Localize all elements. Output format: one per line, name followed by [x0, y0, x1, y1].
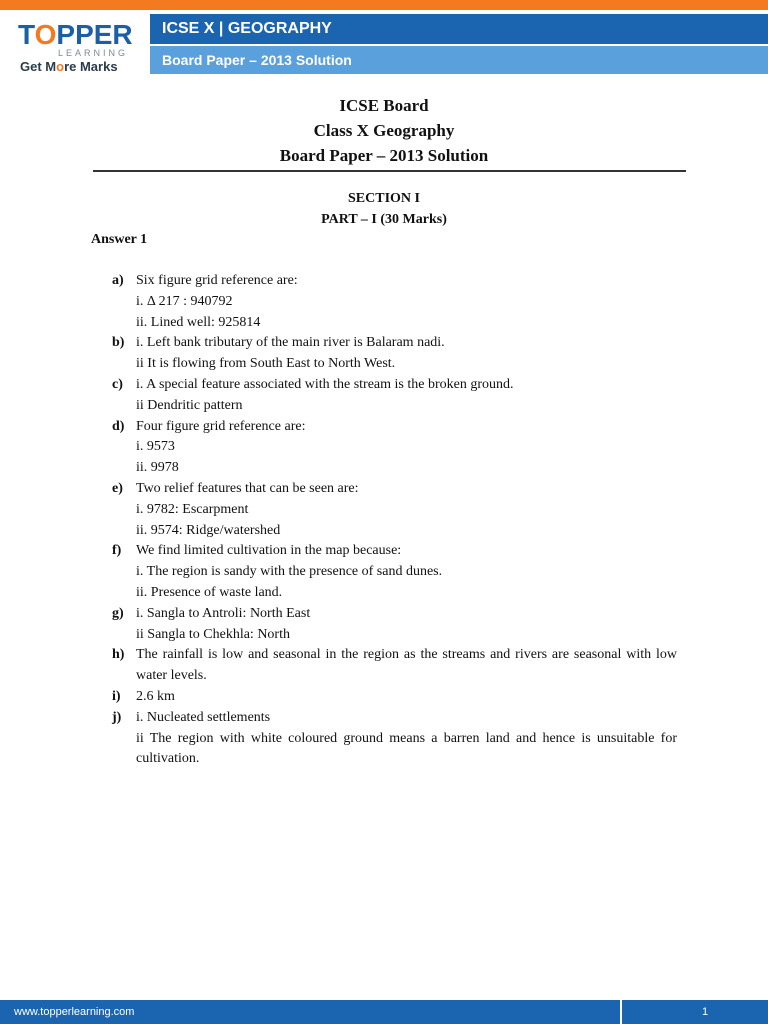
item-label: c): [112, 376, 123, 392]
item-line: i. The region is sandy with the presence of sand dunes.: [136, 564, 443, 580]
doc-title-board: ICSE Board: [339, 96, 429, 115]
logo-subtitle: LEARNING: [58, 48, 129, 58]
item-label: h): [112, 647, 125, 663]
item-line: ii The region with white coloured ground means a barren land and hence is unsuitable for cultivation.: [136, 730, 677, 767]
item-line: ii Sangla to Chekhla: North: [136, 626, 290, 642]
list-item: [112, 687, 677, 708]
logo-wordmark: TOPPER: [18, 19, 133, 50]
doc-title-class: Class X Geography: [313, 121, 455, 140]
list-item: [112, 271, 677, 333]
section-heading: SECTION I: [348, 191, 420, 206]
list-item: [112, 333, 677, 375]
answer-list: [112, 271, 677, 770]
item-line: i. 9782: Escarpment: [136, 501, 249, 517]
item-label: a): [112, 273, 124, 288]
item-line: ii. Presence of waste land.: [136, 584, 283, 600]
item-line: i. 9573: [136, 439, 175, 455]
item-label: j): [112, 709, 122, 725]
item-label: b): [112, 335, 125, 351]
item-label: i): [112, 688, 121, 704]
item-label: d): [112, 418, 125, 434]
item-line: i. Δ 217 : 940792: [136, 293, 233, 309]
list-item: [112, 479, 677, 541]
item-line: Four figure grid reference are:: [136, 418, 306, 434]
item-line: Two relief features that can be seen are:: [136, 480, 359, 496]
item-line: ii. 9574: Ridge/watershed: [136, 522, 281, 538]
topper-logo[interactable]: [18, 19, 133, 76]
list-item: [112, 541, 677, 603]
item-line: Six figure grid reference are:: [136, 273, 298, 288]
list-item: [112, 417, 677, 479]
item-line: ii. Lined well: 925814: [136, 314, 261, 330]
item-line: We find limited cultivation in the map because:: [136, 543, 402, 559]
item-line: i. A special feature associated with the stream is the broken ground.: [136, 376, 514, 392]
footer-bar: [0, 1000, 768, 1024]
list-item: [112, 375, 677, 417]
item-line: The rainfall is low and seasonal in the region as the streams and rivers are seasonal with low water levels.: [136, 647, 677, 684]
list-item: [112, 604, 677, 646]
footer-divider: [620, 1000, 622, 1024]
item-line: i. Left bank tributary of the main river is Balaram nadi.: [136, 335, 445, 351]
item-line: ii Dendritic pattern: [136, 397, 243, 413]
item-line: ii It is flowing from South East to North West.: [136, 356, 396, 372]
item-label: g): [112, 605, 124, 621]
footer-website-link[interactable]: www.topperlearning.com: [14, 1006, 135, 1018]
item-line: i. Sangla to Antroli: North East: [136, 605, 311, 621]
header-subject-banner: ICSE X | GEOGRAPHY: [150, 14, 768, 44]
title-divider: [93, 170, 686, 172]
part-heading: PART – I (30 Marks): [321, 212, 447, 227]
top-accent-bar: [0, 0, 768, 10]
doc-title-paper: Board Paper – 2013 Solution: [279, 146, 489, 165]
list-item: [112, 708, 677, 770]
answer-heading: Answer 1: [91, 232, 148, 247]
page-number: 1: [701, 1006, 709, 1018]
list-item: [112, 645, 677, 687]
item-label: e): [112, 480, 123, 496]
item-line: ii. 9978: [136, 460, 179, 476]
logo-tagline: Get More Marks: [20, 59, 118, 74]
header-paper-banner: Board Paper – 2013 Solution: [150, 46, 768, 74]
item-line: 2.6 km: [136, 688, 175, 704]
item-label: f): [112, 543, 122, 559]
item-line: i. Nucleated settlements: [136, 709, 271, 725]
